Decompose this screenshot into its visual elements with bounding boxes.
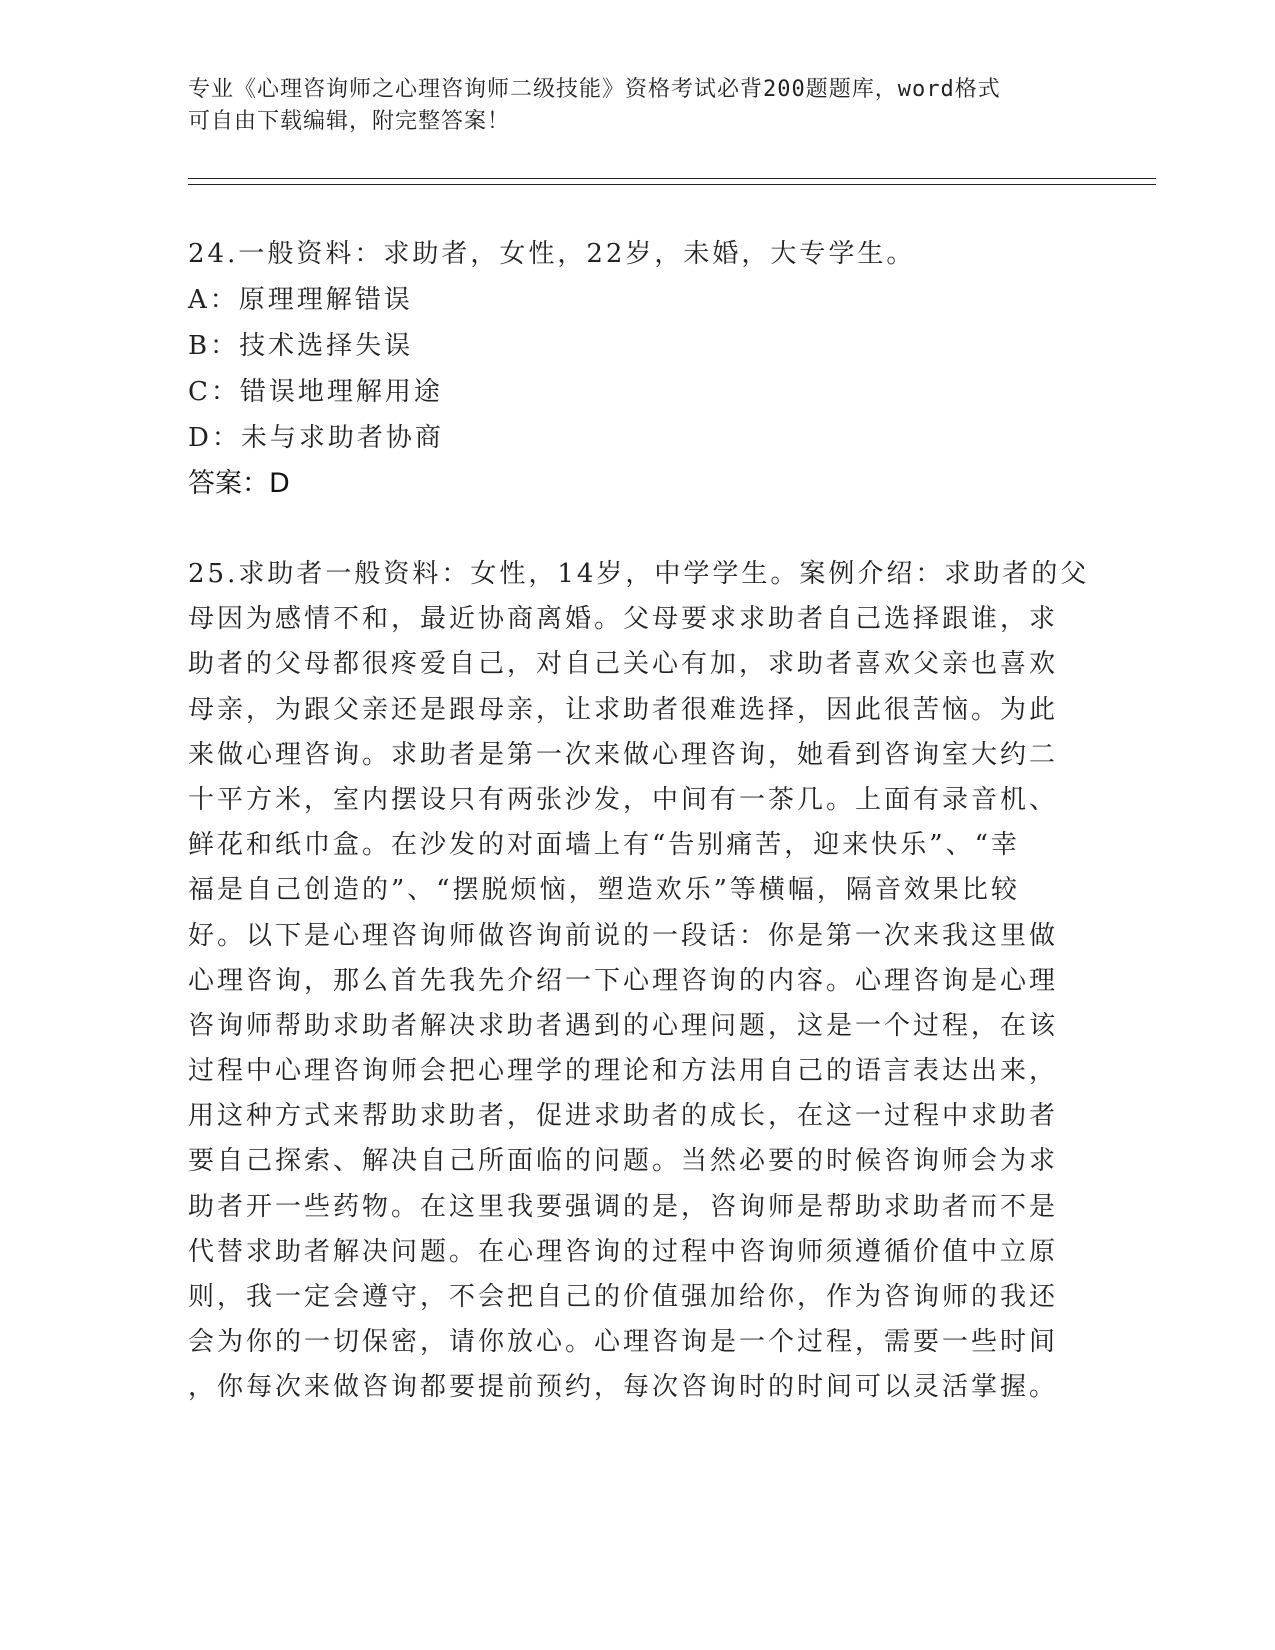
question-25-line: 要自己探索、解决自己所面临的问题。当然必要的时候咨询师会为求	[188, 1146, 1059, 1177]
question-25-line: 好。以下是心理咨询师做咨询前说的一段话：你是第一次来我这里做	[188, 920, 1059, 951]
question-25-line: 心理咨询，那么首先我先介绍一下心理咨询的内容。心理咨询是心理	[188, 965, 1059, 996]
question-25-line: 25.求助者一般资料：女性，14岁，中学学生。案例介绍：求助者的父	[188, 559, 1090, 589]
question-25-line: 过程中心理咨询师会把心理学的理论和方法用自己的语言表达出来，	[188, 1056, 1059, 1087]
question-24-answer: 答案：D	[188, 468, 290, 499]
question-25-line: 咨询师帮助求助者解决求助者遇到的心理问题，这是一个过程，在该	[188, 1010, 1059, 1041]
question-24-stem: 24.一般资料：求助者，女性，22岁，未婚，大专学生。	[188, 239, 916, 269]
question-24	[188, 231, 1088, 461]
header-divider-bottom	[188, 184, 1156, 185]
question-25-line: 用这种方式来帮助求助者，促进求助者的成长，在这一过程中求助者	[188, 1101, 1059, 1132]
question-25-line: 鲜花和纸巾盒。在沙发的对面墙上有“告别痛苦，迎来快乐”、“幸	[188, 830, 1020, 861]
option-a: A：原理理解错误	[188, 285, 413, 315]
option-d: D：未与求助者协商	[188, 423, 444, 453]
question-25-line: 助者的父母都很疼爱自己，对自己关心有加，求助者喜欢父亲也喜欢	[188, 649, 1059, 680]
question-25-line: 会为你的一切保密，请你放心。心理咨询是一个过程，需要一些时间	[188, 1327, 1059, 1358]
question-25-line: 母亲，为跟父亲还是跟母亲，让求助者很难选择，因此很苦恼。为此	[188, 694, 1059, 725]
question-25	[188, 552, 1088, 1411]
header-line-2: 可自由下载编辑，附完整答案！	[188, 109, 511, 134]
question-25-line: 助者开一些药物。在这里我要强调的是，咨询师是帮助求助者而不是	[188, 1191, 1059, 1222]
question-25-line: 十平方米，室内摆设只有两张沙发，中间有一茶几。上面有录音机、	[188, 784, 1059, 815]
question-25-line: ，你每次来做咨询都要提前预约，每次咨询时的时间可以灵活掌握。	[188, 1372, 1059, 1403]
question-25-line: 则，我一定会遵守，不会把自己的价值强加给你，作为咨询师的我还	[188, 1282, 1059, 1312]
header-divider-top	[188, 178, 1156, 179]
document-header	[188, 74, 1068, 138]
header-line-1: 专业《心理咨询师之心理咨询师二级技能》资格考试必背200题题库，word格式	[188, 77, 1001, 102]
option-b: B：技术选择失误	[188, 331, 414, 361]
question-25-line: 福是自己创造的”、“摆脱烦恼，塑造欢乐”等横幅，隔音效果比较	[188, 875, 1020, 906]
question-25-line: 来做心理咨询。求助者是第一次来做心理咨询，她看到咨询室大约二	[188, 739, 1059, 770]
question-25-line: 代替求助者解决问题。在心理咨询的过程中咨询师须遵循价值中立原	[188, 1236, 1059, 1267]
question-25-line: 母因为感情不和，最近协商离婚。父母要求求助者自己选择跟谁，求	[188, 604, 1059, 635]
option-c: C：错误地理解用途	[188, 377, 443, 407]
